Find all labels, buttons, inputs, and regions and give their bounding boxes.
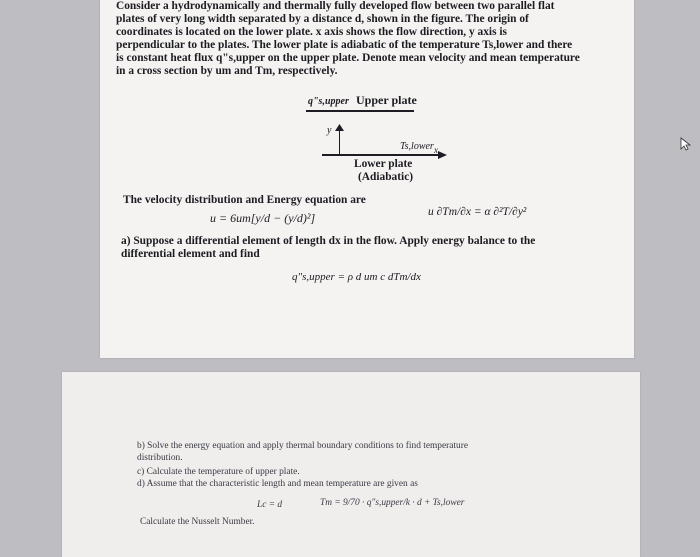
upper-plate-label: Upper plate xyxy=(356,93,417,107)
part-b-line-1: b) Solve the energy equation and apply thermal boundary conditions to find temperature xyxy=(137,441,468,451)
final-line: Calculate the Nusselt Number. xyxy=(140,517,255,527)
lower-plate-label: Lower plate xyxy=(354,158,413,170)
part-c-line: c) Calculate the temperature of upper plate. xyxy=(137,467,300,477)
x-axis-label: x xyxy=(434,145,438,155)
velocity-equation: u = 6um[y/d − (y/d)²] xyxy=(210,211,316,225)
part-a-line-1: a) Suppose a differential element of length dx in the flow. Apply energy balance to the xyxy=(121,235,536,247)
lower-temp-label: Ts,lower xyxy=(400,141,434,152)
equations-heading: The velocity distribution and Energy equation are xyxy=(123,194,366,206)
arrow-up-icon xyxy=(335,124,344,131)
part-b-line-2: distribution. xyxy=(137,453,183,463)
adiabatic-label: (Adiabatic) xyxy=(358,171,414,183)
intro-line-3: coordinates is located on the lower plate. x axis shows the flow direction, y axis is xyxy=(116,26,507,38)
lc-equation: Lc = d xyxy=(257,500,283,510)
intro-line-1: Consider a hydrodynamically and thermally fully developed flow between two parallel flat xyxy=(116,0,555,12)
problem-card xyxy=(100,0,634,358)
tm-equation: Tm = 9/70 · q"s,upper/k · d + Ts,lower xyxy=(320,498,465,508)
y-axis-arrow xyxy=(339,128,340,154)
y-axis-label: y xyxy=(327,125,332,136)
upper-flux-label: q"s,upper xyxy=(308,96,349,107)
part-d-line: d) Assume that the characteristic length and mean temperature are given as xyxy=(137,479,418,489)
upper-plate-line xyxy=(306,110,414,112)
intro-line-6: in a cross section by um and Tm, respectively. xyxy=(116,65,338,77)
part-a-equation: q"s,upper = ρ d um c dTm/dx xyxy=(292,271,421,283)
arrow-right-icon xyxy=(438,151,447,159)
pointer-cursor-icon xyxy=(680,137,694,151)
part-a-line-2: differential element and find xyxy=(121,248,260,260)
energy-equation: u ∂Tm/∂x = α ∂²T/∂y² xyxy=(428,206,527,218)
intro-line-4: perpendicular to the plates. The lower plate is adiabatic of the temperature Ts,lower and there xyxy=(116,39,573,51)
continuation-card xyxy=(62,372,640,557)
intro-line-5: is constant heat flux q"s,upper on the upper plate. Denote mean velocity and mean temperature xyxy=(116,52,580,64)
intro-line-2: plates of very long width separated by a distance d, shown in the figure. The origin of xyxy=(116,13,529,25)
lower-plate-line xyxy=(322,154,440,156)
